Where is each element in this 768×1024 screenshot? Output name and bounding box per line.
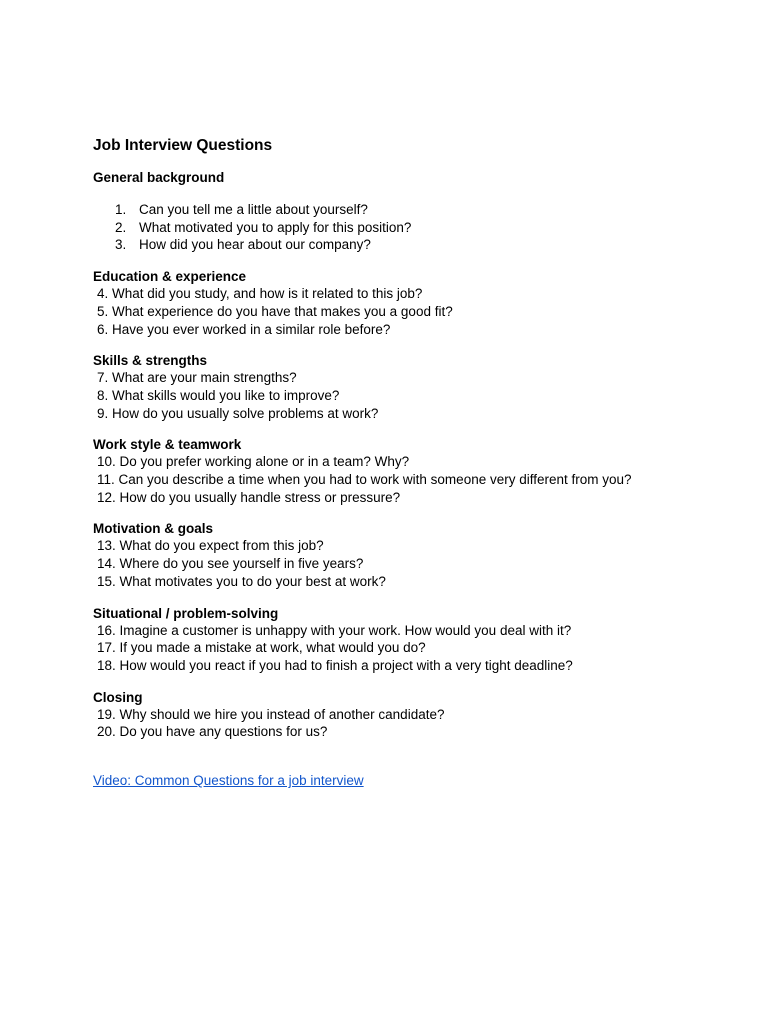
section-heading-situational-problem-solving: Situational / problem-solving xyxy=(93,605,279,621)
section-closing xyxy=(93,689,733,741)
section-work-style-teamwork xyxy=(93,436,733,506)
question-line: 20. Do you have any questions for us? xyxy=(97,724,328,740)
question-line: 14. Where do you see yourself in five years? xyxy=(97,556,364,572)
question-line: 13. What do you expect from this job? xyxy=(97,538,324,554)
section-heading-skills-strengths: Skills & strengths xyxy=(93,353,208,369)
question-line: 17. If you made a mistake at work, what would you do? xyxy=(97,640,426,656)
section-skills-strengths xyxy=(93,352,733,422)
general-background-list xyxy=(93,201,733,254)
list-item xyxy=(115,219,733,237)
list-item-number: 2. xyxy=(115,219,127,235)
video-link[interactable]: Video: Common Questions for a job interview xyxy=(93,773,364,789)
list-item-number: 1. xyxy=(115,202,127,217)
question-line: 8. What skills would you like to improve? xyxy=(97,387,340,403)
section-motivation-goals xyxy=(93,520,733,590)
question-line: 11. Can you describe a time when you had to work with someone very different from you? xyxy=(97,472,632,488)
question-line: 10. Do you prefer working alone or in a team? Why? xyxy=(97,454,410,470)
question-line: 19. Why should we hire you instead of another candidate? xyxy=(97,706,445,722)
document-title: Job Interview Questions xyxy=(93,137,273,154)
section-heading-general-background: General background xyxy=(93,170,225,185)
question-line: 7. What are your main strengths? xyxy=(97,370,297,386)
question-line: 6. Have you ever worked in a similar role before? xyxy=(97,321,391,337)
question-line: 12. How do you usually handle stress or pressure? xyxy=(97,489,401,505)
question-line: 15. What motivates you to do your best at work? xyxy=(97,573,386,589)
list-item-number: 3. xyxy=(115,237,127,253)
section-heading-closing: Closing xyxy=(93,689,143,705)
question-line: 16. Imagine a customer is unhappy with your work. How would you deal with it? xyxy=(97,622,572,638)
list-item xyxy=(115,236,733,254)
question-line: 4. What did you study, and how is it related to this job? xyxy=(97,286,423,302)
question-line: 18. How would you react if you had to finish a project with a very tight deadline? xyxy=(97,657,573,673)
section-education-experience xyxy=(93,268,733,338)
section-situational-problem-solving xyxy=(93,605,733,675)
list-item-text: Can you tell me a little about yourself? xyxy=(139,202,368,217)
document-page xyxy=(93,136,733,790)
list-item xyxy=(115,201,733,219)
section-heading-work-style-teamwork: Work style & teamwork xyxy=(93,437,242,453)
question-line: 9. How do you usually solve problems at work? xyxy=(97,405,379,421)
section-heading-education-experience: Education & experience xyxy=(93,269,247,285)
section-heading-motivation-goals: Motivation & goals xyxy=(93,521,214,537)
list-item-text: What motivated you to apply for this position? xyxy=(139,219,412,235)
question-line: 5. What experience do you have that makes you a good fit? xyxy=(97,303,453,319)
list-item-text: How did you hear about our company? xyxy=(139,237,371,253)
